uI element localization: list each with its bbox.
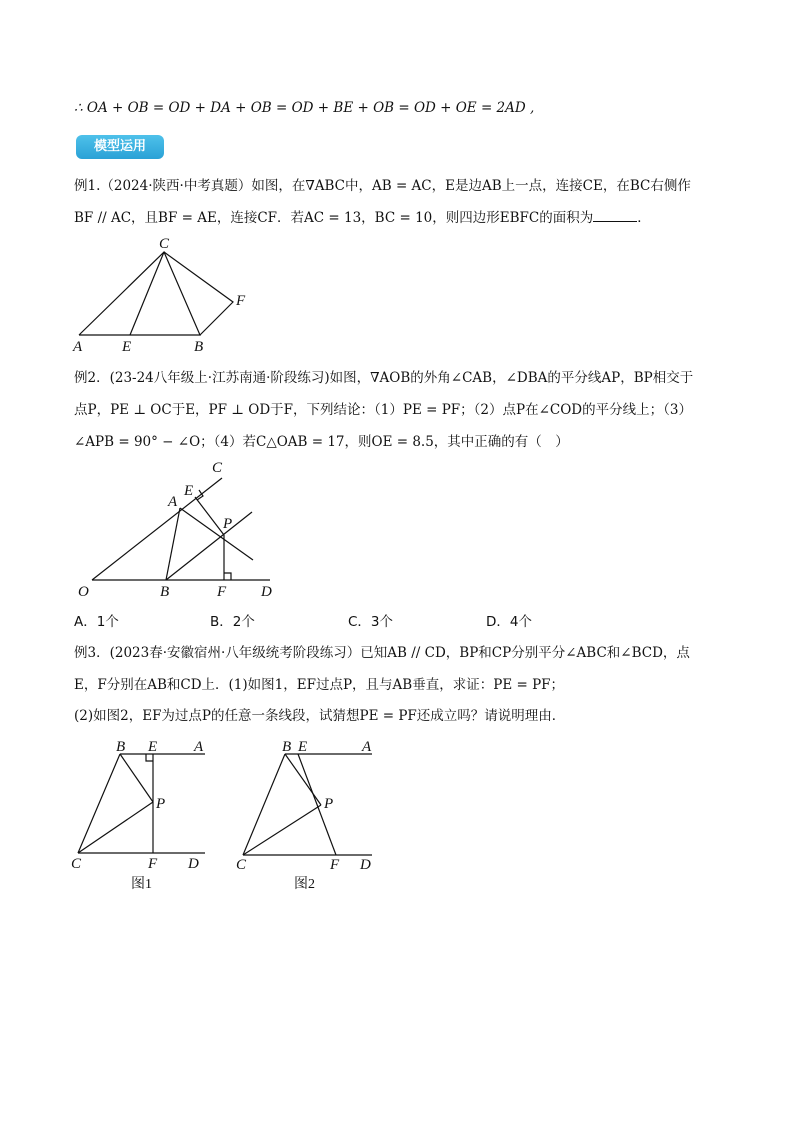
- option-b: B．2个: [210, 614, 255, 630]
- label-p: P: [223, 516, 233, 532]
- label-b: B: [282, 739, 292, 755]
- figure2-caption: 图2: [294, 877, 315, 892]
- label-f: F: [217, 584, 227, 600]
- option-d: D．4个: [486, 614, 532, 630]
- segment-bp: [285, 754, 321, 805]
- label-o: O: [78, 584, 89, 600]
- label-d: D: [261, 584, 272, 600]
- label-p: P: [156, 796, 166, 812]
- label-e: E: [148, 739, 158, 755]
- figure1-caption: 图1: [131, 877, 152, 892]
- label-a: A: [168, 494, 178, 510]
- label-b: B: [116, 739, 126, 755]
- option-c: C．3个: [348, 614, 394, 630]
- label-a: A: [194, 739, 204, 755]
- section-tag-model-application: 模型运用: [76, 135, 164, 159]
- example1-line1: 例1.（2024·陕西·中考真题）如图，在∇ABC中，AB = AC，E是边AB上一点，连接CE，在BC右侧作: [74, 178, 691, 194]
- example1-line2-end: ．: [637, 210, 651, 226]
- label-c: C: [212, 460, 223, 476]
- label-e: E: [184, 483, 194, 499]
- label-f: F: [236, 293, 246, 309]
- label-c: C: [71, 856, 82, 872]
- example2-line2: 点P，PE ⊥ OC于E，PF ⊥ OD于F，下列结论：（1）PE = PF；（2）点P在∠COD的平分线上；（3）: [74, 402, 692, 418]
- label-e: E: [298, 739, 308, 755]
- example1-line2-text: BF // AC，且BF = AE，连接CF．若AC = 13，BC = 10，则四边形EBFC的面积为: [74, 210, 594, 226]
- example3-line2: E，F分别在AB和CD上．(1)如图1，EF过点P，且与AB垂直，求证：PE = PF；: [74, 677, 565, 693]
- label-f: F: [330, 857, 340, 873]
- example3-line1: 例3．(2023春·安徽宿州·八年级统考阶段练习）已知AB // CD，BP和CP分别平分∠ABC和∠BCD，点: [74, 645, 690, 661]
- label-c: C: [159, 236, 170, 252]
- label-f: F: [148, 856, 158, 872]
- label-d: D: [188, 856, 199, 872]
- proof-conclusion-line: ∴ OA + OB = OD + DA + OB = OD + BE + OB = OD + OE = 2AD ,: [74, 100, 535, 116]
- label-b: B: [194, 339, 204, 355]
- label-a: A: [362, 739, 372, 755]
- label-b: B: [160, 584, 170, 600]
- example2-line1: 例2．(23-24八年级上·江苏南通·阶段练习)如图，∇AOB的外角∠CAB，∠DBA的平分线AP，BP相交于: [74, 370, 694, 386]
- option-a: A．1个: [74, 614, 119, 630]
- example2-line3: ∠APB = 90° − ∠O；（4）若C△OAB = 17，则OE = 8.5，其中正确的有（ ）: [74, 434, 569, 450]
- segment-cp: [243, 805, 321, 855]
- label-a: A: [73, 339, 83, 355]
- label-e: E: [122, 339, 132, 355]
- label-c: C: [236, 857, 247, 873]
- example3-line3: (2)如图2，EF为过点P的任意一条线段，试猜想PE = PF还成立吗？请说明理由．: [74, 708, 566, 724]
- segment-bc: [243, 754, 285, 855]
- label-p: P: [324, 796, 334, 812]
- label-d: D: [360, 857, 371, 873]
